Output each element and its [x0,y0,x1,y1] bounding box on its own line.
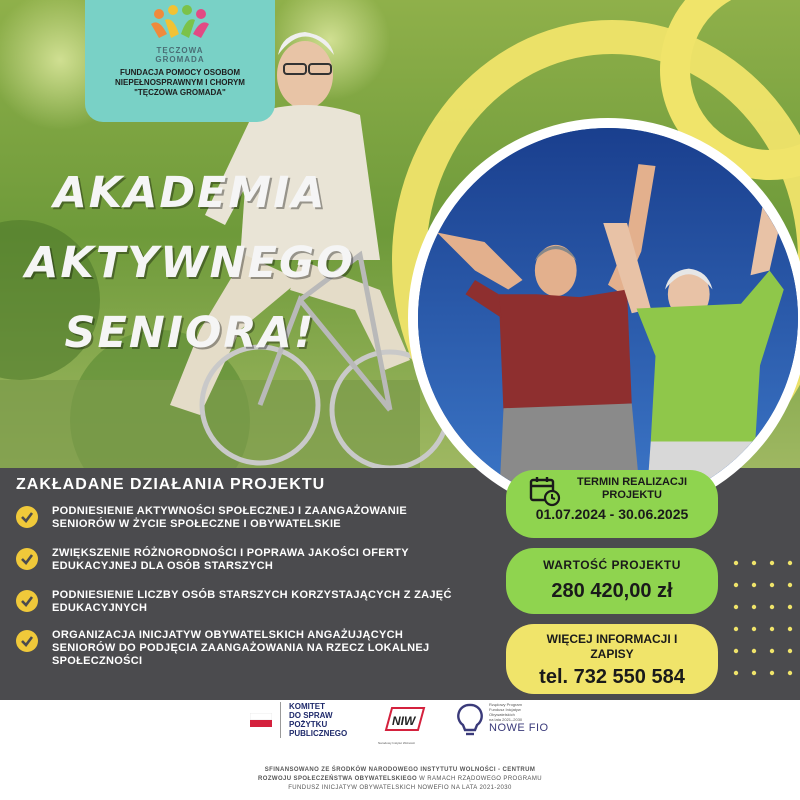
footer-line2b: W RAMACH RZĄDOWEGO PROGRAMU [417,776,542,782]
info-phone: tel. 732 550 584 [539,666,685,688]
action-text: ZWIĘKSZENIE RÓŻNORODNOŚCI I POPRAWA JAKOŚCI OFERTY EDUKACYJNEJ DLA OSÓB STARSZYCH [52,547,409,572]
termin-dates: 01.07.2024 - 30.06.2025 [535,506,689,522]
action-text: PODNIESIENIE LICZBY OSÓB STARSZYCH KORZYSTAJĄCYCH Z ZAJĘĆ EDUKACYJNYCH [52,589,452,614]
title-line-2: AKTYWNEGO [25,238,355,288]
komitet-line2: DO SPRAW [289,711,333,720]
foundation-name: FUNDACJA POMOCY OSOBOM NIEPEŁNOSPRAWNYM I CHORYM "TĘCZOWA GROMADA" [115,68,245,97]
calendar-clock-icon [528,474,562,508]
action-text: ORGANIZACJA INICJATYW OBYWATELSKICH ANGAŻUJĄCYCH SENIORÓW DO PODJĘCIA ZAANGAŻOWANIA NA RZECZ LOKALNEJ SPOŁECZNOŚCI [52,629,430,667]
title-line-1: AKADEMIA [53,168,327,218]
termin-label-line1: TERMIN REALIZACJI [577,476,687,488]
niw-logo [378,704,438,745]
fio-name: NOWE FIO [489,722,549,734]
actions-heading: ZAKŁADANE DZIAŁANIA PROJEKTU [16,476,326,493]
seniors-photo [408,118,800,518]
action-text: PODNIESIENIE AKTYWNOŚCI SPOŁECZNEJ I ZAANGAŻOWANIE SENIORÓW W ŻYCIE SPOŁECZNE I OBYWATELSKIE [52,505,408,530]
check-circle-icon [16,590,38,612]
action-item [16,547,466,573]
value-amount: 280 420,00 zł [551,580,673,602]
footer-funding-note [0,766,800,793]
footer-line2a: ROZWOJU SPOŁECZEŃSTWA OBYWATELSKIEGO [258,776,418,782]
action-item [16,629,466,668]
dots-decoration [730,555,800,700]
komitet-line4: PUBLICZNEGO [289,729,348,738]
value-label: WARTOŚĆ PROJEKTU [543,558,681,572]
komitet-line3: POŻYTKU [289,720,328,729]
polish-flag-icon [250,713,272,727]
termin-label-line2: PROJEKTU [602,489,662,501]
seniors-illustration [418,128,798,508]
niw-mark-text: NIW [392,714,416,728]
fio-small-2: Fundusz Inicjatyw [489,707,521,712]
title-line-3: SENIORA! [64,308,316,358]
fio-small-1: Rządowy Program [489,702,522,707]
check-circle-icon [16,506,38,528]
footer-line1: SFINANSOWANO ZE ŚRODKÓW NARODOWEGO INSTYTUTU WOLNOŚCI - CENTRUM [264,767,536,773]
action-item [16,505,466,531]
check-circle-icon [16,548,38,570]
niw-subtitle: Narodowy Instytut Wolności [378,741,415,745]
info-label-line1: WIĘCEJ INFORMACJI I [546,632,678,646]
footer-line3: FUNDUSZ INICJATYW OBYWATELSKICH NOWEFIO NA LATA 2021-2030 [288,785,512,791]
fio-small-3: Obywatelskich [489,712,515,717]
termin-pill [506,470,718,538]
nowe-fio-logo [455,702,549,738]
foundation-logo [85,0,275,122]
lightbulb-icon [455,702,485,738]
komitet-logo [250,702,347,738]
info-pill [506,624,718,694]
logo-name-line1: TĘCZOWA [156,46,204,55]
komitet-line1: KOMITET [289,702,325,711]
info-label-line2: ZAPISY [590,647,634,661]
check-circle-icon [16,630,38,652]
value-pill [506,548,718,614]
fio-small-4: na lata 2021–2030 [489,717,523,722]
logo-name-line2: GROMADA [155,55,205,64]
rainbow-people-icon [145,4,215,46]
action-item [16,589,466,615]
